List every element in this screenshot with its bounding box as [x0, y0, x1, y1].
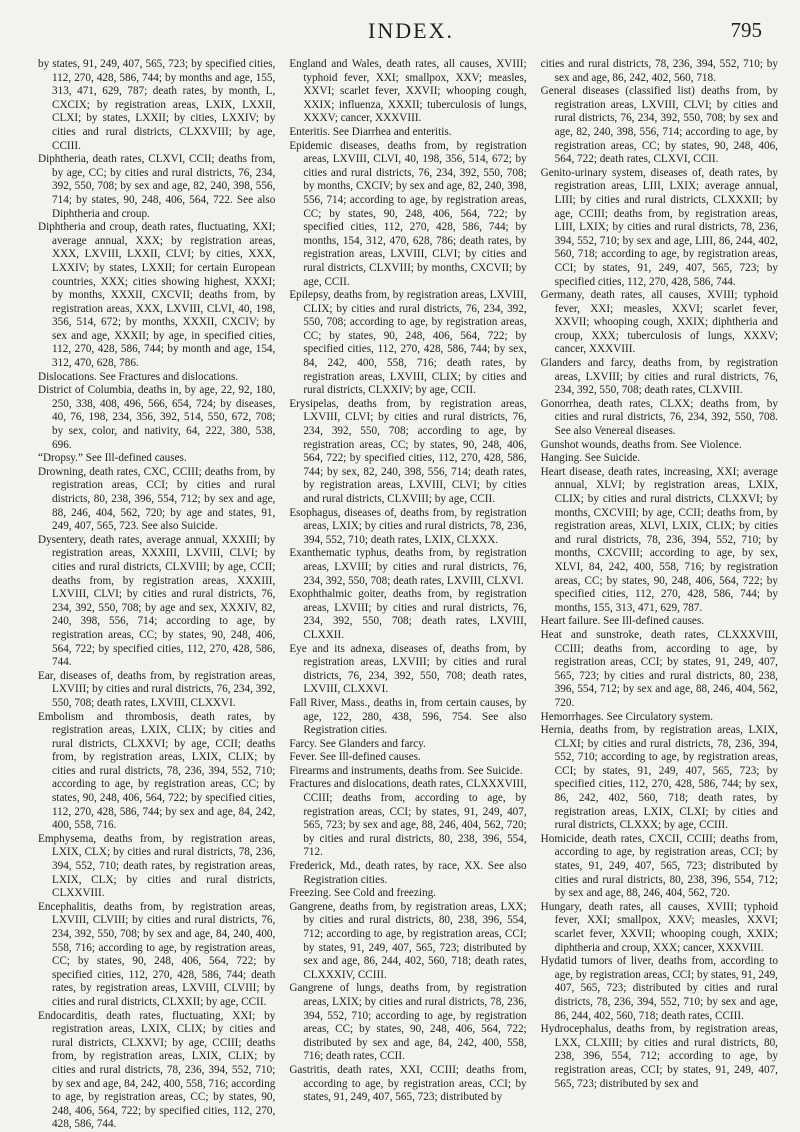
index-entry: Enteritis. See Diarrhea and enteritis. — [289, 125, 452, 138]
index-entry: Hydrocephalus, deaths from, by registration areas, LXX, CLXIII; by cities and rural districts, 80, 238, 396, 554, 712; according to age, by registration areas, CCI; by states, 91, 249, 407, 565, 723; distributed by sex and — [540, 1023, 778, 1090]
index-entry: Homicide, death rates, CXCII, CCIII; deaths from, according to age, by registration areas, CCI; by states, 91, 249, 407, 565, 723; distributed by cities and rural districts, 80, 238, 396, 554, 712; by sex and age, 88, 246, 404, 562, 720. — [540, 832, 778, 900]
index-entry: Farcy. See Glanders and farcy. — [289, 737, 426, 750]
index-entry: Gunshot wounds, deaths from. See Violence. — [540, 438, 742, 451]
index-entry: Emphysema, deaths from, by registration areas, LXIX, CLX; by cities and rural districts, 78, 236, 394, 552, 710; death rates, by registration areas, LXIX, CLX; by cities and rural districts, CLXXVIII. — [38, 832, 276, 900]
index-entry: Endocarditis, death rates, fluctuating, XXI; by registration areas, LXIX, CLIX; by cities and rural districts, CLXXVI; by age, CCIII; deaths from, by registration areas, LXIX, CLIX; by cities and rural districts, 78, 236, 394, 552, 710; by sex and age, 84, 242, 400, 558, 716; according to age, by registration areas, CC; by states, 90, 248, 406, 564, 722; by specified cities, 112, 270, 428, 586, 744. — [38, 1009, 276, 1131]
index-entry: Encephalitis, deaths from, by registration areas, LXVIII, CLVIII; by cities and rural districts, 76, 234, 392, 550, 708; by sex and age, 84, 240, 400, 558, 716; according to age, by registration areas, CC; by states, 90, 248, 406, 564, 722; by specified cities, 112, 270, 428, 586, 744; death rates, by registration areas, LXVIII, CLVIII; by cities and rural districts, CLXXII; by age, CCII. — [38, 900, 276, 1008]
index-entry: “Dropsy.” See Ill-defined causes. — [38, 452, 187, 465]
index-entry: Heat and sunstroke, death rates, CLXXXVIII, CCIII; deaths from, according to age, by registration areas, CCI; by states, 91, 249, 407, 565, 723; by cities and rural districts, 80, 238, 396, 554, 712; by sex and age, 88, 246, 404, 562, 720. — [540, 628, 778, 709]
index-entry: Dislocations. See Fractures and dislocations. — [38, 370, 239, 383]
index-entry: Hydatid tumors of liver, deaths from, according to age, by registration areas, CCI; by states, 91, 249, 407, 565, 723; distributed by cities and rural districts, 78, 236, 394, 552, 710; by sex and age, 86, 244, 402, 560, 718; death rates, CCIII. — [540, 955, 778, 1022]
index-entry: District of Columbia, deaths in, by age, 22, 92, 180, 250, 338, 408, 496, 566, 654, 724; by diseases, 40, 76, 198, 234, 356, 392, 514, 550, 672, 708; by sex, color, and nativity, 64, 222, 380, 538, 696. — [38, 384, 276, 451]
index-entry: Hernia, deaths from, by registration areas, LXIX, CLXI; by cities and rural districts, 78, 236, 394, 552, 710; according to age, by registration areas, CCI; by states, 91, 249, 407, 565, 723; by specified cities, 112, 270, 428, 586, 744; by sex, 86, 242, 402, 560, 718; death rates, by registration areas, LXIX, CLXI; by cities and rural districts, CLXXX; by age, CCIII. — [540, 724, 778, 832]
index-columns — [38, 58, 778, 1131]
index-entry: Gangrene, deaths from, by registration areas, LXX; by cities and rural districts, 80, 238, 396, 554, 712; according to age, by registration areas, CCI; by states, 91, 249, 407, 565, 723; distributed by sex and age, 86, 244, 402, 560, 718; death rates, CLXXXIV, CCIII. — [289, 900, 527, 981]
index-entry: Exophthalmic goiter, deaths from, by registration areas, LXVIII; by cities and rural districts, 76, 234, 392, 550, 708; death rates, LXVIII, CLXXII. — [289, 588, 527, 641]
index-entry: Gastritis, death rates, XXI, CCIII; deaths from, according to age, by registration areas, CCI; by states, 91, 249, 407, 565, 723; distributed by — [289, 1063, 527, 1104]
index-entry: Hemorrhages. See Circulatory system. — [540, 710, 714, 723]
index-entry: Epilepsy, deaths from, by registration areas, LXVIII, CLIX; by cities and rural districts, 76, 234, 392, 550, 708; according to age, by registration areas, CC; by states, 90, 248, 406, 564, 722; by specified cities, 112, 270, 428, 586, 744; by sex, 84, 242, 400, 558, 716; death rates, by registration areas, LXVIII, CLIX; by cities and rural districts, CLXXIV; by age, CCII. — [289, 289, 527, 397]
index-entry: by states, 91, 249, 407, 565, 723; by specified cities, 112, 270, 428, 586, 744; by months and age, 155, 313, 471, 629, 787; death rates, by month, L, CXCIX; by registration areas, LXIX, LXXII, CLXI; by states, LXXII; by cities, LXXIV; by cities and rural districts, CLXXVIII; by age, CCIII. — [38, 58, 276, 152]
index-entry: Freezing. See Cold and freezing. — [289, 887, 436, 900]
index-entry: Heart disease, death rates, increasing, XXI; average annual, XLVI; by registration areas, LXIX, CLIX; by cities and rural districts, CLXXVI; by months, CXCVIII; by age, CCII; deaths from, by registration areas, XLVI, LXIX, CLIX; by cities and rural districts, 78, 236, 394, 552, 710; by months, CXCVIII; according to age, by sex, XLVI, 84, 242, 400, 558, 716; by registration areas, CC; by states, 90, 248, 406, 564, 722; by specified cities, 112, 270, 428, 586, 744; by months, 155, 313, 471, 629, 787. — [540, 465, 778, 614]
page-header — [60, 18, 762, 48]
index-entry: Heart failure. See Ill-defined causes. — [540, 615, 705, 628]
index-entry: Diphtheria, death rates, CLXVI, CCII; deaths from, by age, CC; by cities and rural districts, 76, 234, 392, 550, 708; by sex and age, 82, 240, 398, 556, 714; by states, 90, 248, 406, 564, 722. See also Diphtheria and croup. — [38, 153, 276, 220]
index-entry: Frederick, Md., death rates, by race, XX. See also Registration cities. — [289, 860, 527, 886]
index-entry: Fever. See Ill-defined causes. — [289, 751, 421, 764]
index-entry: Embolism and thrombosis, death rates, by registration areas, LXIX, CLIX; by cities and rural districts, CLXXVI; by age, CCII; deaths from, by registration areas, LXIX, CLIX; by cities and rural districts, 78, 236, 394, 552, 710; according to age, by registration areas, CC; by states, 90, 248, 406, 564, 722; by specified cities, 112, 270, 428, 586, 744; by sex and age, 84, 242, 400, 558, 716. — [38, 710, 276, 832]
index-entry: Germany, death rates, all causes, XVIII; typhoid fever, XXI; measles, XXVI; scarlet fever, XXVII; whooping cough, XXIX; diphtheria and croup, XXX; tuberculosis of lungs, XXXV; cancer, XXXVIII. — [540, 289, 778, 356]
index-entry: Fractures and dislocations, death rates, CLXXXVIII, CCIII; deaths from, according to age, by registration areas, CCI; by states, 91, 249, 407, 565, 723; by sex and age, 88, 246, 404, 562, 720; by cities and rural districts, 80, 238, 396, 554, 712. — [289, 778, 527, 859]
index-entry: Esophagus, diseases of, deaths from, by registration areas, LXIX; by cities and rural districts, 78, 236, 394, 552, 710; death rates, LXIX, CLXXX. — [289, 506, 527, 546]
index-entry: Firearms and instruments, deaths from. See Suicide. — [289, 764, 523, 777]
index-entry: General diseases (classified list) deaths from, by registration areas, LXVIII, CLVI; by cities and rural districts, 76, 234, 392, 550, 708; by sex and age, 82, 240, 398, 556, 714; according to age, by registration areas, CC; by states, 90, 248, 406, 564, 722; death rates, CLXVI, CCII. — [540, 85, 778, 166]
page-title: INDEX. — [368, 18, 454, 43]
index-column-2 — [289, 58, 527, 1104]
index-entry: Epidemic diseases, deaths from, by registration areas, LXVIII, CLVI, 40, 198, 356, 514, 672; by cities and rural districts, 76, 234, 392, 550, 708; by months, CXCIV; by sex and age, 82, 240, 398, 556, 714; according to age, by registration areas, CC; by states, 90, 248, 406, 564, 722; by specified cities, 112, 270, 428, 586, 744; by months, 154, 312, 470, 628, 786; death rates, by registration areas, LXVIII, CLVI; by cities and rural districts, CLXVIII; by months, CXCVII; by age, CCII. — [289, 139, 527, 288]
index-entry: Erysipelas, deaths from, by registration areas, LXVIII, CLVI; by cities and rural districts, 76, 234, 392, 550, 708; according to age, by registration areas, CC; by states, 90, 248, 406, 564, 722; by specified cities, 112, 270, 428, 586, 744; by sex, 82, 240, 398, 556, 714; death rates, by registration areas, LXVIII, CLVI; by cities and rural districts, CLXVIII; by age, CCII. — [289, 397, 527, 505]
index-column-1 — [38, 58, 276, 1131]
index-entry: Fall River, Mass., deaths in, from certain causes, by age, 122, 280, 438, 596, 754. See also Registration cities. — [289, 696, 527, 737]
index-column-3 — [540, 58, 778, 1090]
index-entry: Exanthematic typhus, deaths from, by registration areas, LXVIII; by cities and rural districts, 76, 234, 392, 550, 708; death rates, LXVIII, CLXVI. — [289, 547, 527, 587]
index-entry: Gangrene of lungs, deaths from, by registration areas, LXIX; by cities and rural districts, 78, 236, 394, 552, 710; according to age, by registration areas, CC; by states, 90, 248, 406, 564, 722; distributed by sex and age, 84, 242, 400, 558, 716; death rates, CCII. — [289, 982, 527, 1063]
index-entry: Eye and its adnexa, diseases of, deaths from, by registration areas, LXVIII; by cities and rural districts, 76, 234, 392, 550, 708; death rates, LXVIII, CLXXVI. — [289, 642, 527, 696]
index-entry: Ear, diseases of, deaths from, by registration areas, LXVIII; by cities and rural districts, 76, 234, 392, 550, 708; death rates, LXVIII, CLXXVI. — [38, 669, 276, 709]
index-entry: Hanging. See Suicide. — [540, 452, 641, 465]
index-entry: England and Wales, death rates, all causes, XVIII; typhoid fever, XXI; smallpox, XXV; measles, XXVI; scarlet fever, XXVII; whooping cough, XXIX; influenza, XXXII; tuberculosis of lungs, XXXV; cancer, XXXVIII. — [289, 58, 527, 125]
page-number: 795 — [730, 18, 762, 42]
index-entry: Hungary, death rates, all causes, XVIII; typhoid fever, XXI; smallpox, XXV; measles, XXVI; scarlet fever, XXVII; whooping cough, XXIX; diphtheria and croup, XXX; cancer, XXXVIII. — [540, 900, 778, 954]
index-entry: cities and rural districts, 78, 236, 394, 552, 710; by sex and age, 86, 242, 402, 560, 718. — [540, 58, 778, 84]
index-entry: Genito-urinary system, diseases of, death rates, by registration areas, LIII, LXIX; average annual, LIII; by cities and rural districts, CLXXXII; by age, CCIII; deaths from, by registration areas, LIII, LXIX; by cities and rural districts, 78, 236, 394, 552, 710; by sex and age, LIII, 86, 244, 402, 560, 718; according to age, by registration areas, CCI; by states, 91, 249, 407, 565, 723; by specified cities, 112, 270, 428, 586, 744. — [540, 166, 778, 288]
index-entry: Diphtheria and croup, death rates, fluctuating, XXI; average annual, XXX; by registration areas, XXX, LXVIII, LXXII, CLVI; by cities, XXX, LXXIV; by states, LXXII; for certain European countries, XXX; cities showing highest, XXXI; by months, XXXII, CXCVII; deaths from, by registration areas, XXX, LXVIII, CLVI, 40, 198, 356, 514, 672; by months, XXXII, CXCIV; by sex and age, XXXII; by age, in specified cities, 112, 270, 428, 586, 744; by month and age, 154, 312, 470, 628, 786. — [38, 221, 276, 370]
index-entry: Dysentery, death rates, average annual, XXXIII; by registration areas, XXXIII, LXVIII, CLVI; by cities and rural districts, CLXVIII; by age, CCII; deaths from, by registration areas, XXXIII, LXVIII, CLVI; by cities and rural districts, 76, 234, 392, 550, 708; by age and sex, XXXIV, 82, 240, 398, 556, 714; according to age, by registration areas, CC; by states, 90, 248, 406, 564, 722; by specified cities, 112, 270, 428, 586, 744. — [38, 533, 276, 669]
index-entry: Gonorrhea, death rates, CLXX; deaths from, by cities and rural districts, 76, 234, 392, 550, 708. See also Venereal diseases. — [540, 397, 778, 438]
index-entry: Drowning, death rates, CXC, CCIII; deaths from, by registration areas, CCI; by cities and rural districts, 80, 238, 396, 554, 712; by sex and age, 88, 246, 404, 562, 720; by age and states, 91, 249, 407, 565, 723. See also Suicide. — [38, 465, 276, 533]
index-entry: Glanders and farcy, deaths from, by registration areas, LXVIII; by cities and rural districts, 76, 234, 392, 550, 708; death rates, CLXVIII. — [540, 357, 778, 397]
